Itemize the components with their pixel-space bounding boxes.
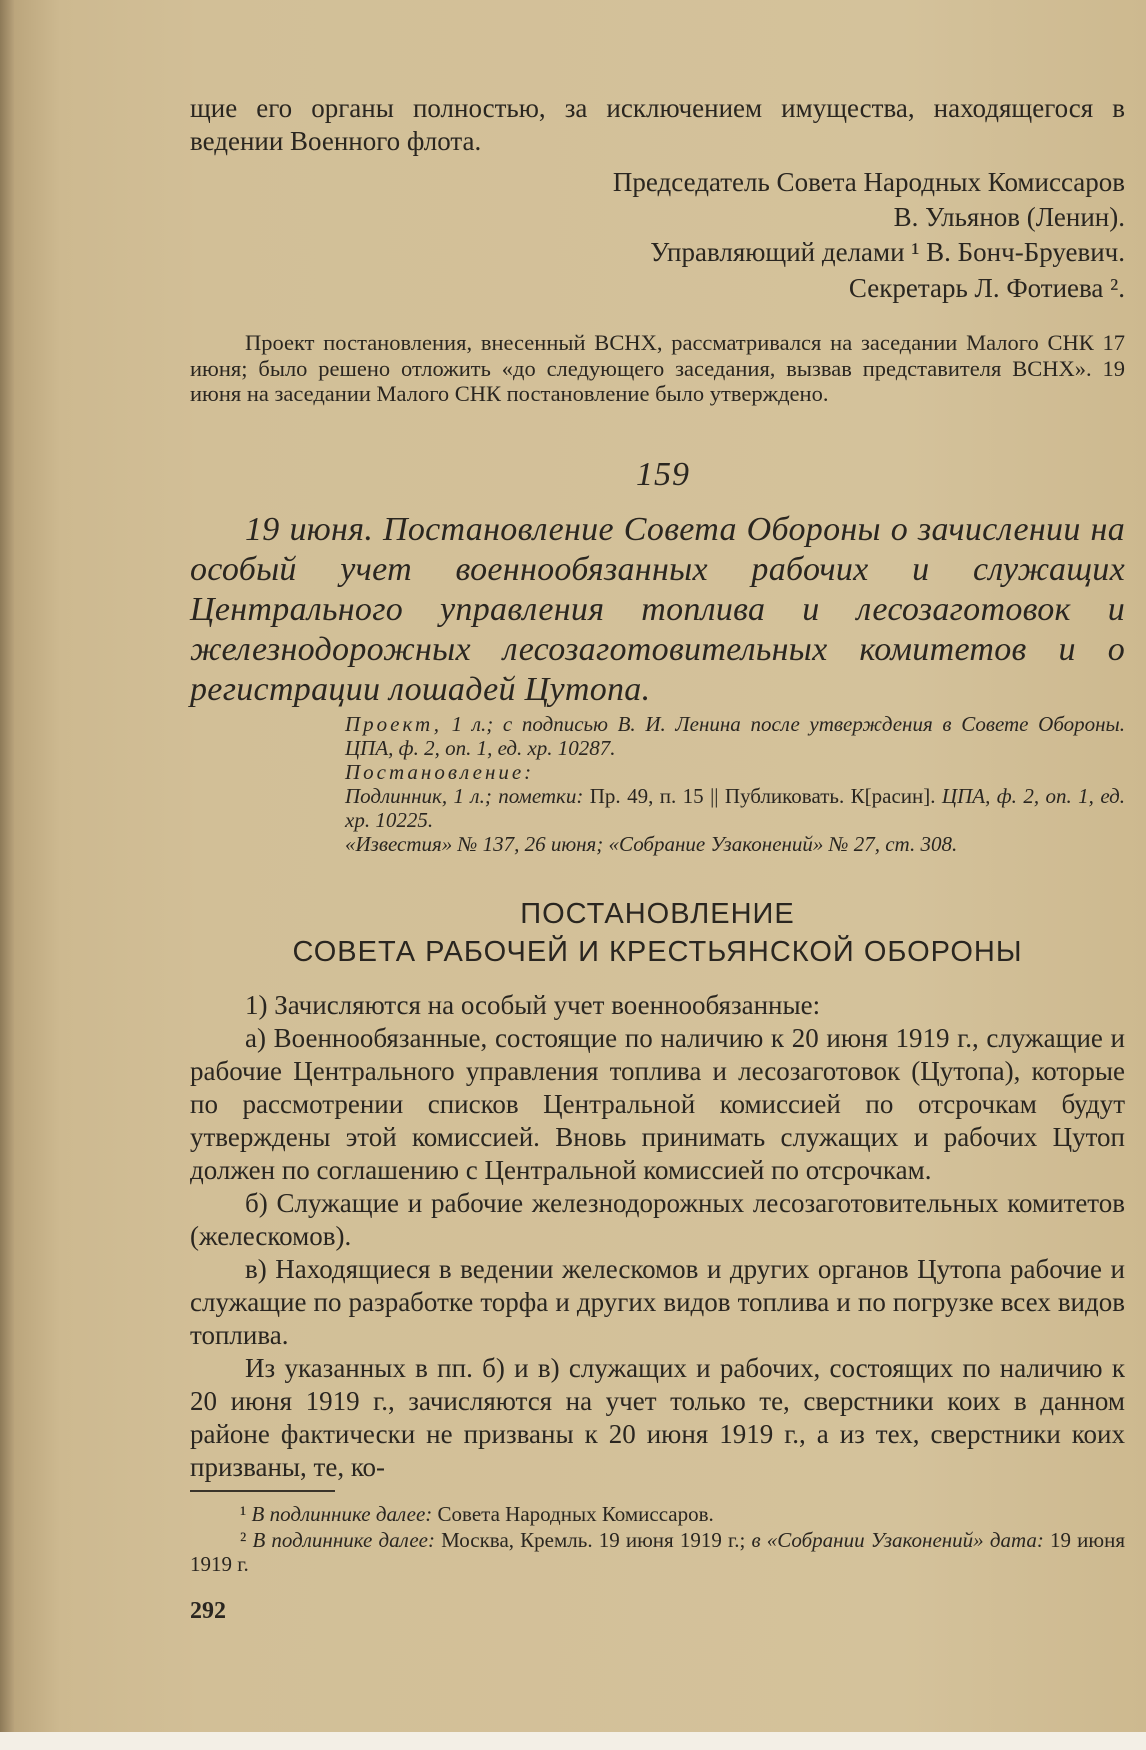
continuation-paragraph: щие его органы полностью, за исключением имущества, находящегося в ведении Военного флота. bbox=[190, 93, 1125, 156]
archival-sources bbox=[190, 712, 1125, 856]
document-number: 159 bbox=[636, 456, 690, 493]
resolution-title-line1: ПОСТАНОВЛЕНИЕ bbox=[520, 898, 795, 930]
resolution-title bbox=[190, 895, 1125, 971]
book-spine-edge bbox=[0, 0, 14, 1750]
document-heading: 19 июня. Постановление Совета Обороны о зачислении на особый учет военнообязанных рабочих и служащих Центрального управления топлива и лесозаготовок и железнодорожных лесозаготовительных комитетов и о регистрации лошадей Цутопа. bbox=[190, 511, 1125, 708]
signature-chairman: Председатель Совета Народных Комиссаров bbox=[612, 167, 1125, 197]
resolution-title-line2: СОВЕТА РАБОЧЕЙ И КРЕСТЬЯНСКОЙ ОБОРОНЫ bbox=[292, 936, 1023, 968]
body-clause-b: б) Служащие и рабочие железнодорожных лесозаготовительных комитетов (желескомов). bbox=[190, 1188, 1125, 1251]
scan-margin bbox=[0, 1732, 1146, 1750]
footnote-2: ² В подлиннике далее: Москва, Кремль. 19 июня 1919 г.; в «Собрании Узаконений» дата: 19 июня 1919 г. bbox=[190, 1528, 1126, 1576]
source-draft: Проект, 1 л.; с подписью В. И. Ленина после утверждения в Совете Обороны. ЦПА, ф. 2, оп. 1, ед. хр. 10287. bbox=[345, 712, 1125, 760]
footnote-1: ¹ В подлиннике далее: Совета Народных Комиссаров. bbox=[240, 1502, 714, 1526]
body-clause-1: 1) Зачисляются на особый учет военнообязанные: bbox=[245, 990, 821, 1020]
signature-secretary: Секретарь Л. Фотиева ². bbox=[848, 273, 1125, 303]
page-number: 292 bbox=[190, 1598, 226, 1624]
signature-manager: Управляющий делами ¹ В. Бонч-Бруевич. bbox=[650, 237, 1125, 267]
body-clause-v: в) Находящиеся в ведении желескомов и других органов Цутопа рабочие и служащие по разработке торфа и других видов топлива и по погрузке всех видов топлива. bbox=[190, 1254, 1125, 1350]
footnote-divider bbox=[190, 1490, 335, 1492]
body-clause-a: а) Военнообязанные, состоящие по наличию к 20 июня 1919 г., служащие и рабочие Центрального управления топлива и лесозаготовок (Цутопа), которые по рассмотрении списков Центральной комиссией по отсрочкам будут утверждены этой комиссией. Вновь принимать служащих и рабочих Цутоп должен по соглашению с Центральной комиссией по отсрочкам. bbox=[190, 1023, 1125, 1185]
body-paragraph-exceptions: Из указанных в пп. б) и в) служащих и рабочих, состоящих по наличию к 20 июня 1919 г., зачисляются на учет только те, сверстники коих в данном районе фактически не призваны к 20 июня 1919 г., а из тех, сверстники коих призваны, те, ко- bbox=[190, 1353, 1125, 1482]
source-publication: «Известия» № 137, 26 июня; «Собрание Узаконений» № 27, ст. 308. bbox=[345, 832, 958, 856]
source-original: Подлинник, 1 л.; пометки: Пр. 49, п. 15 || Публиковать. К[расин]. ЦПА, ф. 2, оп. 1, ед. хр. 10225. bbox=[345, 784, 1125, 832]
signature-chairman-name: В. Ульянов (Ленин). bbox=[893, 202, 1125, 232]
source-resolution-label: Постановление: bbox=[345, 760, 535, 784]
editorial-note: Проект постановления, внесенный ВСНХ, рассматривался на заседании Малого СНК 17 июня; было решено отложить «до следующего заседания, вызвав представителя ВСНХ». 19 июня на заседании Малого СНК постановление было утверждено. bbox=[190, 330, 1125, 406]
resolution-body bbox=[190, 989, 1125, 1484]
